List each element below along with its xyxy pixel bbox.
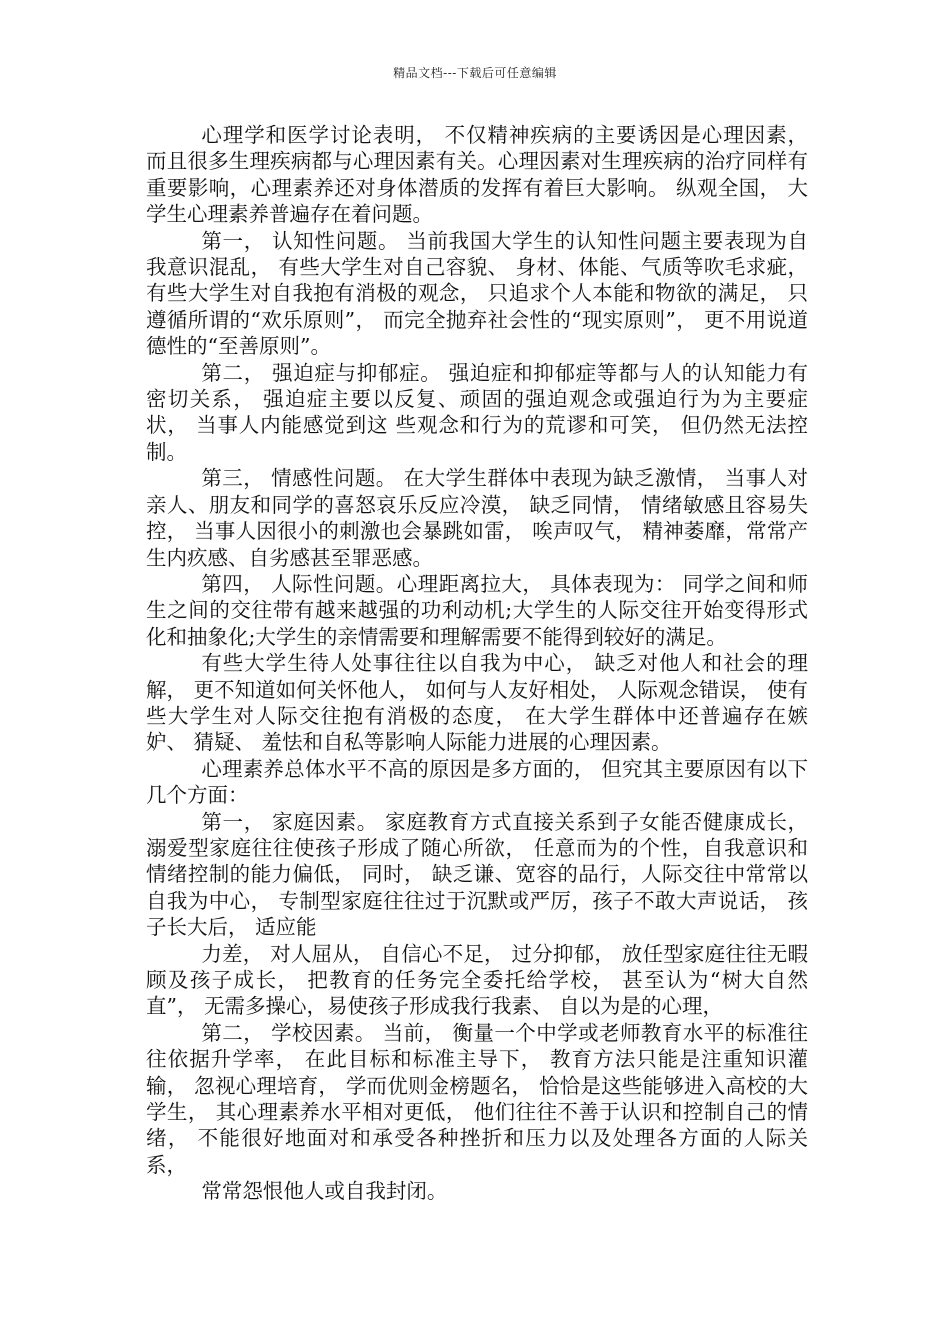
paragraph: 第四， 人际性问题。心理距离拉大， 具体表现为： 同学之间和师生之间的交往带有越来越强的功利动机;大学生的人际交往开始变得形式化和抽象化;大学生的亲情需要和理解需要不能得到较好的满足。 xyxy=(146,571,808,649)
paragraph: 第三， 情感性问题。 在大学生群体中表现为缺乏激情， 当事人对亲人、朋友和同学的喜怒哀乐反应冷漠， 缺乏同情， 情绪敏感且容易失控， 当事人因很小的刺激也会暴跳如雷， 唉声叹气， 精神萎靡，常常产生内疚感、自劣感甚至罪恶感。 xyxy=(146,466,808,570)
paragraph: 心理素养总体水平不高的原因是多方面的， 但究其主要原因有以下几个方面： xyxy=(146,756,808,808)
paragraph: 力差， 对人屈从， 自信心不足， 过分抑郁， 放任型家庭往往无暇顾及孩子成长， 把教育的任务完全委托给学校， 甚至认为“树大自然直”， 无需多操心，易使孩子形成我行我素、 自以为是的心理， xyxy=(146,941,808,1019)
paragraph: 第一， 家庭因素。 家庭教育方式直接关系到子女能否健康成长， 溺爱型家庭往往使孩子形成了随心所欲， 任意而为的个性，自我意识和情绪控制的能力偏低， 同时， 缺乏谦、宽容的品行，人际交往中常常以自我为中心， 专制型家庭往往过于沉默或严厉，孩子不敢大声说话， 孩子长大后， 适应能 xyxy=(146,809,808,940)
document-body xyxy=(146,122,808,1205)
paragraph: 第二， 强迫症与抑郁症。 强迫症和抑郁症等都与人的认知能力有密切关系， 强迫症主要以反复、顽固的强迫观念或强迫行为为主要症状， 当事人内能感觉到这 些观念和行为的荒谬和可笑， 但仍然无法控制。 xyxy=(146,360,808,464)
paragraph: 第二， 学校因素。 当前， 衡量一个中学或老师教育水平的标准往往依据升学率， 在此目标和标准主导下， 教育方法只能是注重知识灌输， 忽视心理培育， 学而优则金榜题名， 恰恰是这些能够进入高校的大学生， 其心理素养水平相对更低， 他们往往不善于认识和控制自己的情绪， 不能很好地面对和承受各种挫折和压力以及处理各方面的人际关系， xyxy=(146,1020,808,1177)
paragraph: 有些大学生待人处事往往以自我为中心， 缺乏对他人和社会的理解， 更不知道如何关怀他人， 如何与人友好相处， 人际观念错误， 使有些大学生对人际交往抱有消极的态度， 在大学生群体中还普遍存在嫉妒、 猜疑、 羞怯和自私等影响人际能力进展的心理因素。 xyxy=(146,651,808,755)
paragraph: 常常怨恨他人或自我封闭。 xyxy=(201,1179,448,1204)
page-header: 精品文档---下载后可任意编辑 xyxy=(393,66,557,80)
paragraph: 第一， 认知性问题。 当前我国大学生的认知性问题主要表现为自我意识混乱， 有些大学生对自己容貌、 身材、体能、气质等吹毛求疵， 有些大学生对自我抱有消极的观念， 只追求个人本能和物欲的满足， 只遵循所谓的“欢乐原则”， 而完全抛弃社会性的“现实原则”， 更不用说道德性的“至善原则”。 xyxy=(146,228,808,359)
paragraph: 心理学和医学讨论表明， 不仅精神疾病的主要诱因是心理因素， 而且很多生理疾病都与心理因素有关。心理因素对生理疾病的治疗同样有重要影响，心理素养还对身体潜质的发挥有着巨大影响。 纵观全国， 大学生心理素养普遍存在着问题。 xyxy=(146,123,808,227)
